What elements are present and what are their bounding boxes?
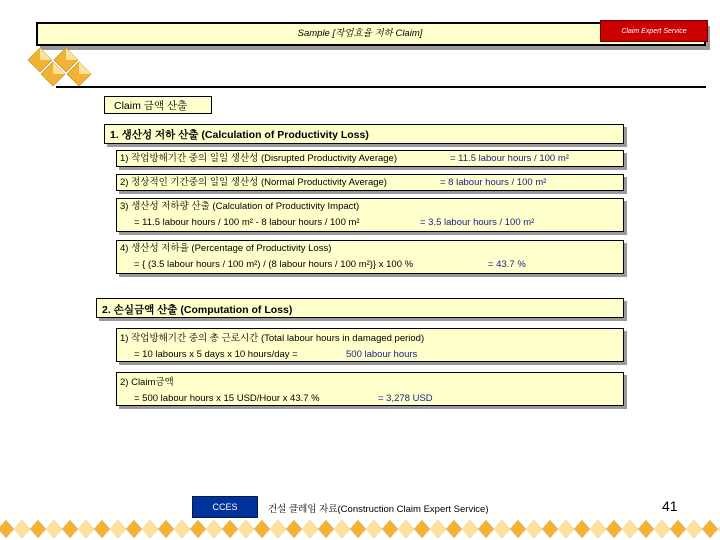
border-diamond: [574, 520, 590, 538]
cces-logo: CCES: [192, 496, 258, 518]
claim-expert-badge: Claim Expert Service: [600, 20, 708, 42]
s1-item1-label: 1) 작업방해기간 중의 일일 생산성 (Disrupted Productivity Average): [120, 153, 397, 164]
diamond-border-decoration: [0, 518, 720, 540]
border-diamond: [350, 520, 366, 538]
s2-item2-result: = 3,278 USD: [378, 393, 433, 404]
border-diamond: [174, 520, 190, 538]
s1-item4-result: = 43.7 %: [488, 259, 526, 270]
border-diamond: [238, 520, 254, 538]
s1-item2-value: = 8 labour hours / 100 m²: [440, 177, 547, 188]
s1-item3-result: = 3.5 labour hours / 100 m²: [420, 217, 535, 228]
border-diamond: [446, 520, 462, 538]
border-diamond: [110, 520, 126, 538]
s1-item4-label: 4) 생산성 저하율 (Percentage of Productivity Loss): [120, 243, 332, 254]
border-diamond: [206, 520, 222, 538]
border-diamond: [158, 520, 174, 538]
s1-item3-label: 3) 생산성 저하량 산출 (Calculation of Productivity Impact): [120, 201, 360, 212]
border-diamond: [62, 520, 78, 538]
border-diamond: [590, 520, 606, 538]
border-diamond: [702, 520, 718, 538]
s1-item4-formula: = { (3.5 labour hours / 100 m²) / (8 labour hours / 100 m²)} x 100 %: [134, 259, 414, 270]
border-diamond: [638, 520, 654, 538]
section2-title: 2. 손실금액 산출 (Computation of Loss): [102, 304, 293, 316]
section1-title: 1. 생산성 저하 산출 (Calculation of Productivity Loss): [110, 129, 369, 141]
border-diamond: [270, 520, 286, 538]
s2-item1-result: 500 labour hours: [346, 349, 418, 360]
s1-item2-label: 2) 정상적인 기간중의 일일 생산성 (Normal Productivity Average): [120, 177, 387, 188]
footer-text: 건설 클레임 자료(Construction Claim Expert Service): [268, 504, 489, 515]
s1-item3-formula: = 11.5 labour hours / 100 m² - 8 labour hours / 100 m²: [134, 217, 360, 228]
border-diamond: [190, 520, 206, 538]
border-diamond: [462, 520, 478, 538]
border-diamond: [78, 520, 94, 538]
border-diamond: [526, 520, 542, 538]
border-diamond: [366, 520, 382, 538]
border-diamond: [414, 520, 430, 538]
border-diamond: [334, 520, 350, 538]
s2-item2-formula: = 500 labour hours x 15 USD/Hour x 43.7 %: [134, 393, 320, 404]
border-diamond: [478, 520, 494, 538]
border-diamond: [494, 520, 510, 538]
page-heading: Claim 금액 산출: [114, 100, 188, 112]
s2-item1-formula: = 10 labours x 5 days x 10 hours/day =: [134, 349, 298, 360]
border-diamond: [606, 520, 622, 538]
border-diamond: [30, 520, 46, 538]
slide-title: Sample [작업효율 저하 Claim]: [297, 28, 423, 39]
s2-item2-label: 2) Claim금액: [120, 377, 174, 388]
border-diamond: [622, 520, 638, 538]
border-diamond: [558, 520, 574, 538]
border-diamond: [654, 520, 670, 538]
border-diamond: [126, 520, 142, 538]
border-diamond: [286, 520, 302, 538]
border-diamond: [686, 520, 702, 538]
s2-item1-label: 1) 작업방해기간 중의 총 근로시간 (Total labour hours in damaged period): [120, 333, 425, 344]
border-diamond: [46, 520, 62, 538]
border-diamond: [542, 520, 558, 538]
border-diamond: [382, 520, 398, 538]
border-diamond: [302, 520, 318, 538]
border-diamond: [318, 520, 334, 538]
border-diamond: [94, 520, 110, 538]
border-diamond: [254, 520, 270, 538]
border-diamond: [398, 520, 414, 538]
page-number: 41: [662, 498, 678, 514]
border-diamond: [430, 520, 446, 538]
border-diamond: [670, 520, 686, 538]
border-diamond: [510, 520, 526, 538]
border-diamond: [142, 520, 158, 538]
header-divider: [56, 86, 706, 88]
s1-item1-value: = 11.5 labour hours / 100 m²: [450, 153, 569, 164]
border-diamond: [14, 520, 30, 538]
border-diamond: [222, 520, 238, 538]
border-diamond: [0, 520, 14, 538]
